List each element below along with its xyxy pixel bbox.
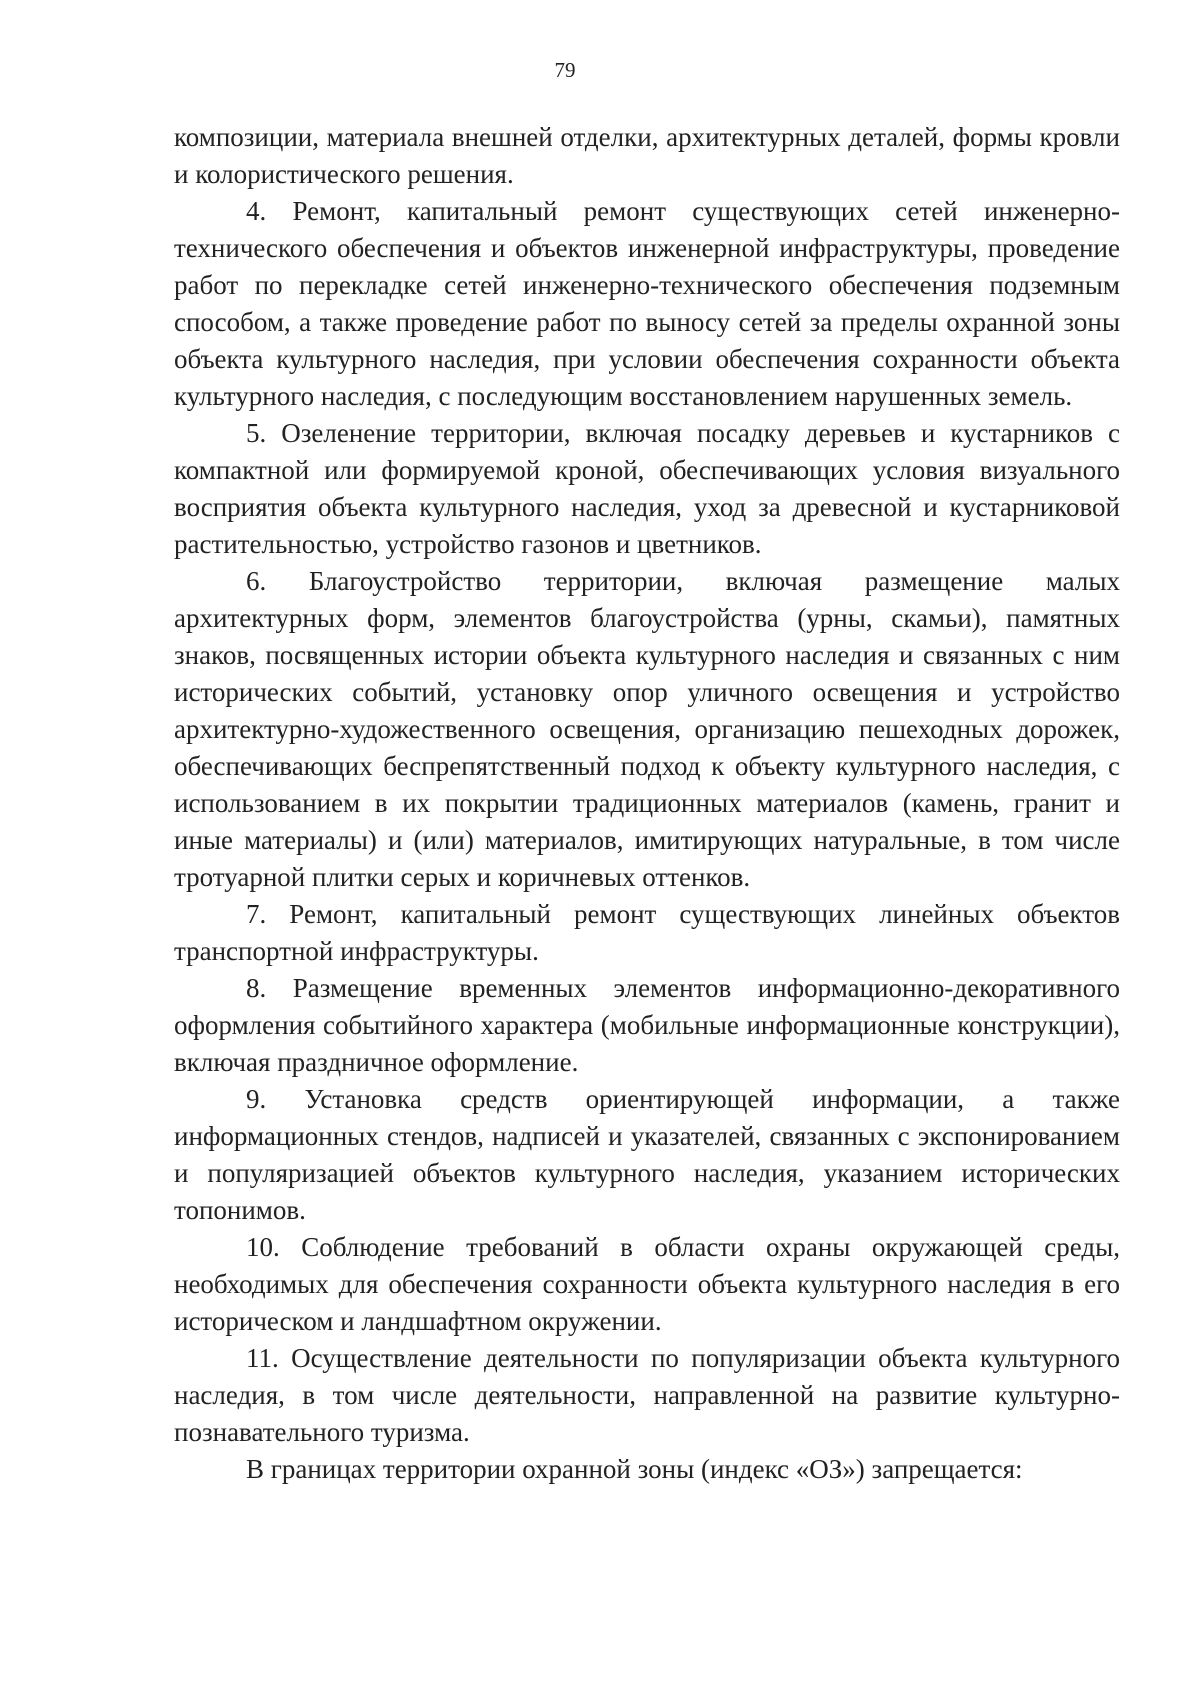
paragraph-continuation: композиции, материала внешней отделки, архитектурных деталей, формы кровли и колористического решения. bbox=[174, 122, 1120, 189]
paragraph-item-9: 9. Установка средств ориентирующей информации, а также информационных стендов, надписей и указателей, связанных с экспонированием и популяризацией объектов культурного наследия, указанием исторических топонимов. bbox=[174, 1084, 1120, 1225]
paragraph-item-5: 5. Озеленение территории, включая посадку деревьев и кустарников с компактной или формируемой кроной, обеспечивающих условия визуального восприятия объекта культурного наследия, уход за древесной и кустарниковой растительностью, устройство газонов и цветников. bbox=[174, 418, 1120, 559]
paragraph-item-8: 8. Размещение временных элементов информационно-декоративного оформления событийного характера (мобильные информационные конструкции), включая праздничное оформление. bbox=[174, 973, 1120, 1077]
paragraph-item-11: 11. Осуществление деятельности по популяризации объекта культурного наследия, в том числе деятельности, направленной на развитие культурно-познавательного туризма. bbox=[174, 1343, 1120, 1447]
paragraph-item-6: 6. Благоустройство территории, включая размещение малых архитектурных форм, элементов благоустройства (урны, скамьи), памятных знаков, посвященных истории объекта культурного наследия и связанных с ним исторических событий, установку опор уличного освещения и устройство архитектурно-художественного освещения, организацию пешеходных дорожек, обеспечивающих беспрепятственный подход к объекту культурного наследия, с использованием в их покрытии традиционных материалов (камень, гранит и иные материалы) и (или) материалов, имитирующих натуральные, в том числе тротуарной плитки серых и коричневых оттенков. bbox=[174, 566, 1120, 892]
paragraph-item-7: 7. Ремонт, капитальный ремонт существующих линейных объектов транспортной инфраструктуры. bbox=[174, 899, 1120, 966]
paragraph-item-10: 10. Соблюдение требований в области охраны окружающей среды, необходимых для обеспечения сохранности объекта культурного наследия в его историческом и ландшафтном окружении. bbox=[174, 1232, 1120, 1336]
document-body bbox=[174, 119, 1120, 1488]
page-number: 79 bbox=[554, 58, 576, 82]
paragraph-item-4: 4. Ремонт, капитальный ремонт существующих сетей инженерно-технического обеспечения и объектов инженерной инфраструктуры, проведение работ по перекладке сетей инженерно-технического обеспечения подземным способом, а также проведение работ по выносу сетей за пределы охранной зоны объекта культурного наследия, при условии обеспечения сохранности объекта культурного наследия, с последующим восстановлением нарушенных земель. bbox=[174, 196, 1120, 411]
paragraph-prohibitions-intro: В границах территории охранной зоны (индекс «ОЗ») запрещается: bbox=[246, 1454, 1023, 1484]
